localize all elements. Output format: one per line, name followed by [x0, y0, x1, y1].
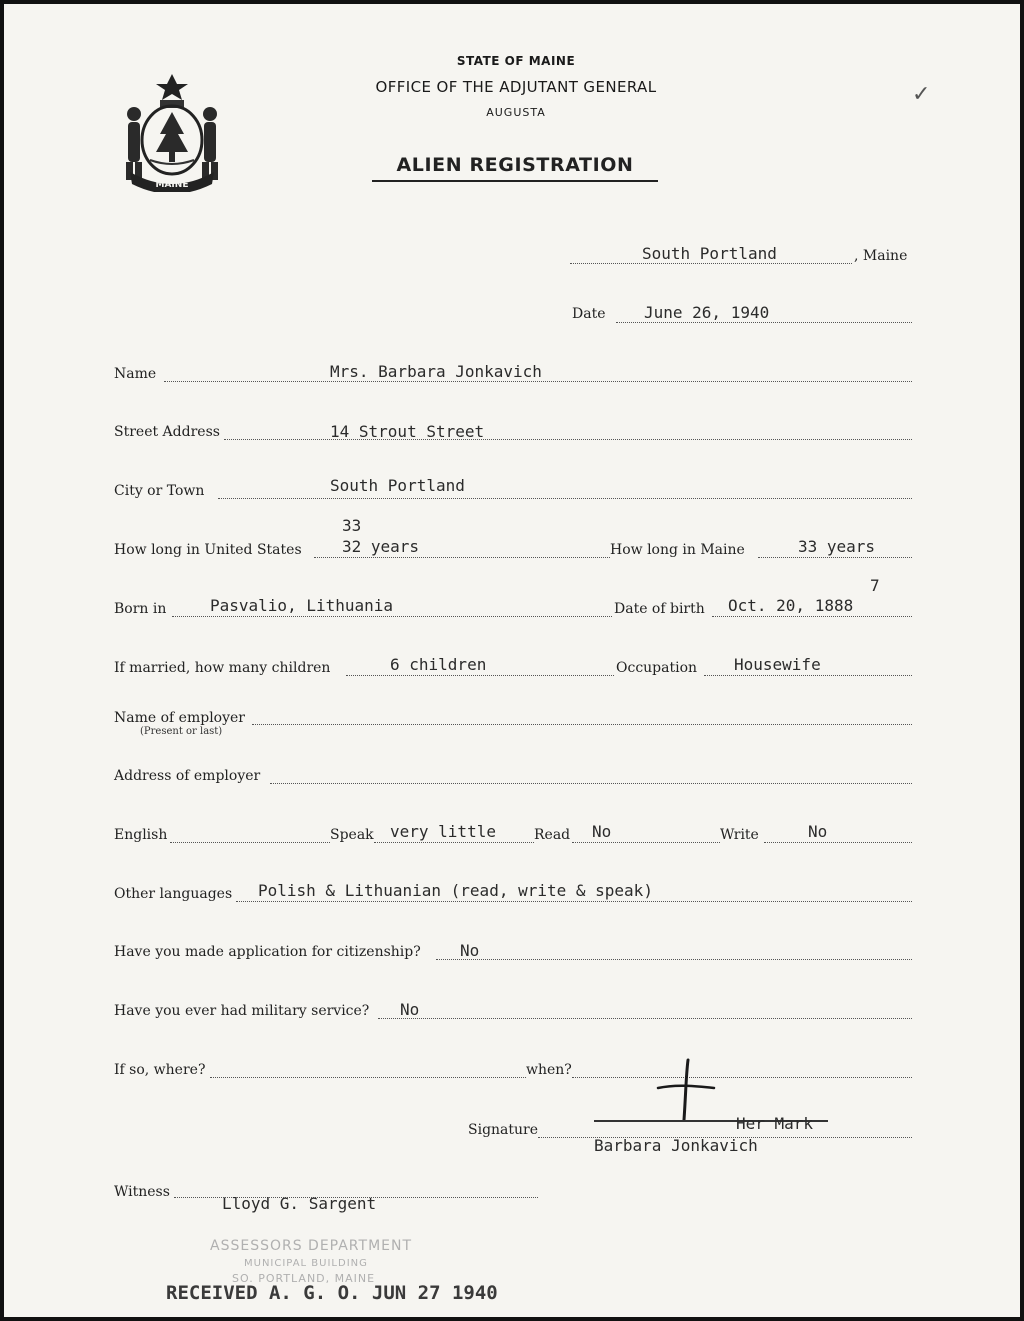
- signature-name: Barbara Jonkavich: [594, 1136, 758, 1155]
- witness-label: Witness: [114, 1184, 170, 1200]
- us-label: How long in United States: [114, 542, 302, 558]
- employer-label: Name of employer: [114, 710, 245, 726]
- when-label: when?: [526, 1062, 572, 1078]
- city-heading: AUGUSTA: [486, 106, 546, 119]
- citizenship-value: No: [460, 941, 480, 960]
- received-stamp: RECEIVED A. G. O. JUN 27 1940: [166, 1282, 498, 1304]
- other-languages-line: [236, 901, 912, 902]
- street-value: 14 Strout Street: [330, 422, 485, 441]
- military-line: [378, 1018, 912, 1019]
- place-value: South Portland: [642, 244, 777, 263]
- dob-line: [712, 616, 912, 617]
- dob-value: Oct. 20, 1888: [728, 596, 854, 615]
- write-value: No: [808, 822, 828, 841]
- name-label: Name: [114, 366, 157, 382]
- signature-mark-x: [656, 1056, 716, 1126]
- employer-sublabel: (Present or last): [140, 726, 223, 737]
- military-value: No: [400, 1000, 420, 1019]
- read-label: Read: [534, 827, 571, 843]
- form-title: ALIEN REGISTRATION: [372, 154, 658, 182]
- signature-label: Signature: [468, 1122, 539, 1138]
- name-line: [164, 381, 912, 382]
- registration-form: [4, 4, 1020, 1317]
- children-value: 6 children: [390, 655, 487, 674]
- portland-stamp: SO. PORTLAND, MAINE: [232, 1272, 376, 1285]
- when-line: [572, 1077, 912, 1078]
- us-value: 32 years: [342, 537, 420, 556]
- employer-line: [252, 724, 912, 725]
- state-heading: STATE OF MAINE: [456, 54, 576, 68]
- children-line: [346, 675, 614, 676]
- office-heading: OFFICE OF THE ADJUTANT GENERAL: [375, 78, 657, 96]
- children-label: If married, how many children: [114, 660, 331, 676]
- citizenship-line: [436, 959, 912, 960]
- occupation-label: Occupation: [616, 660, 698, 676]
- assessors-stamp: ASSESSORS DEPARTMENT: [210, 1238, 413, 1254]
- place-line: [570, 263, 852, 264]
- occupation-line: [704, 675, 912, 676]
- date-label: Date: [572, 306, 606, 322]
- date-value: June 26, 1940: [644, 303, 770, 322]
- employer-address-line: [270, 783, 912, 784]
- maine-line: [758, 557, 912, 558]
- where-label: If so, where?: [114, 1062, 206, 1078]
- military-label: Have you ever had military service?: [114, 1003, 370, 1019]
- dob-correction: 7: [870, 576, 880, 595]
- maine-value: 33 years: [798, 537, 876, 556]
- city-label: City or Town: [114, 483, 205, 499]
- speak-line: [374, 842, 534, 843]
- check-mark: ✓: [912, 82, 931, 107]
- city-value: South Portland: [330, 476, 465, 495]
- citizenship-label: Have you made application for citizenship?: [114, 944, 421, 960]
- where-line: [210, 1077, 526, 1078]
- other-languages-value: Polish & Lithuanian (read, write & speak): [258, 881, 653, 900]
- street-label: Street Address: [114, 424, 220, 440]
- name-value: Mrs. Barbara Jonkavich: [330, 362, 542, 381]
- employer-address-label: Address of employer: [114, 768, 261, 784]
- witness-name: Lloyd G. Sargent: [222, 1194, 377, 1213]
- born-value: Pasvalio, Lithuania: [210, 596, 394, 615]
- speak-value: very little: [390, 822, 496, 841]
- speak-label: Speak: [330, 827, 374, 843]
- signature-mark: Her Mark: [736, 1114, 814, 1133]
- english-line: [170, 842, 330, 843]
- dob-label: Date of birth: [614, 601, 705, 617]
- read-line: [572, 842, 720, 843]
- born-line: [172, 616, 612, 617]
- maine-label: How long in Maine: [610, 542, 745, 558]
- english-label: English: [114, 827, 168, 843]
- write-label: Write: [720, 827, 759, 843]
- city-line: [218, 498, 912, 499]
- date-line: [616, 322, 912, 323]
- municipal-stamp: MUNICIPAL BUILDING: [244, 1258, 368, 1269]
- born-label: Born in: [114, 601, 167, 617]
- occupation-value: Housewife: [734, 655, 821, 674]
- place-suffix: , Maine: [854, 248, 908, 264]
- street-line: [224, 439, 912, 440]
- seal-text: MAINE: [155, 180, 189, 190]
- other-languages-label: Other languages: [114, 886, 233, 902]
- write-line: [764, 842, 912, 843]
- maine-seal: [120, 68, 224, 192]
- us-correction: 33: [342, 516, 362, 535]
- us-line: [314, 557, 610, 558]
- read-value: No: [592, 822, 612, 841]
